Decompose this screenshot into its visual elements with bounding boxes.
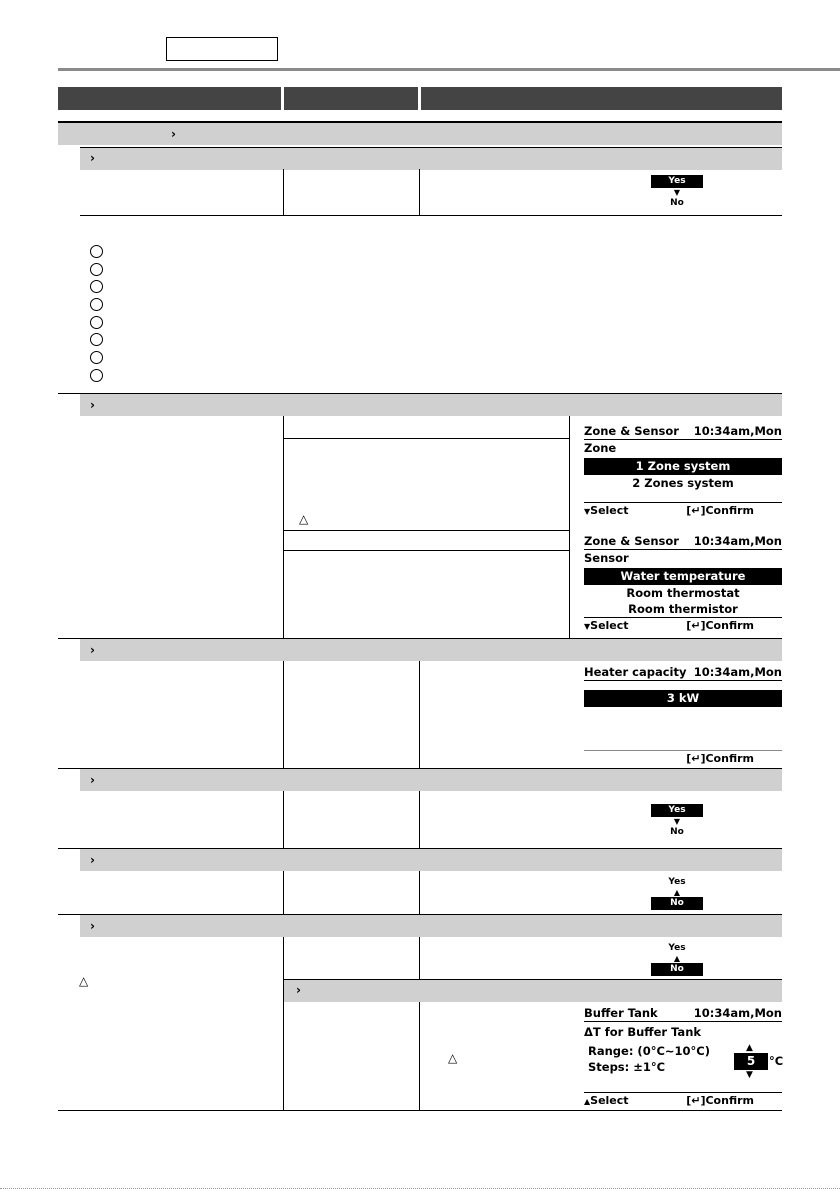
arrow-up-icon[interactable]: ▲ <box>746 1043 753 1053</box>
no-option[interactable]: No <box>670 827 684 837</box>
confirm-hint: [↵]Confirm <box>686 752 754 765</box>
divider <box>569 416 570 638</box>
divider <box>283 416 284 638</box>
lcd-selected-option[interactable]: 1 Zone system <box>584 458 782 475</box>
select-hint: ▼Select <box>584 504 629 517</box>
lcd-clock: 10:34am,Mon <box>693 665 782 679</box>
range-text: Range: (0°C~10°C) <box>588 1044 710 1058</box>
page-edge <box>0 1188 840 1189</box>
warning-triangle-icon: △ <box>79 974 89 988</box>
lcd-clock: 10:34am,Mon <box>693 424 782 438</box>
sensor-lcd-screen <box>584 533 782 633</box>
chevron-right-icon: › <box>90 643 95 657</box>
section-bar-2 <box>80 394 782 416</box>
lcd-clock: 10:34am,Mon <box>693 1006 782 1020</box>
up-down-arrow-icon: ▲ <box>584 1097 591 1106</box>
lcd-option[interactable]: 2 Zones system <box>632 476 734 490</box>
divider <box>283 791 284 848</box>
divider <box>419 871 420 914</box>
chevron-right-icon: › <box>90 151 95 165</box>
arrow-down-icon: ▼ <box>584 622 591 631</box>
header-box <box>166 37 278 61</box>
circle-marker <box>90 245 103 258</box>
lcd-label: ΔT for Buffer Tank <box>584 1025 702 1039</box>
arrow-down-icon: ▼ <box>673 817 681 826</box>
section-bar-1 <box>80 147 782 170</box>
lcd-option[interactable]: Room thermistor <box>628 602 738 616</box>
yes-option[interactable]: Yes <box>651 804 703 817</box>
divider <box>283 169 284 215</box>
yes-option[interactable]: Yes <box>668 877 686 887</box>
enter-icon: [↵] <box>686 619 706 632</box>
section-bar-main <box>58 123 782 145</box>
circle-marker <box>90 280 103 293</box>
chevron-right-icon: › <box>90 398 95 412</box>
column-header-3 <box>421 87 782 110</box>
lcd-option[interactable]: Room thermostat <box>626 586 740 600</box>
chevron-right-icon: › <box>90 853 95 867</box>
divider <box>419 1002 420 1110</box>
lcd-title: Buffer Tank <box>584 1006 658 1020</box>
heater-lcd-screen <box>584 664 782 766</box>
arrow-down-icon[interactable]: ▼ <box>746 1070 753 1080</box>
lcd-clock: 10:34am,Mon <box>693 534 782 548</box>
chevron-right-icon: › <box>90 919 95 933</box>
column-header-1 <box>58 87 281 110</box>
no-option[interactable]: No <box>670 198 684 208</box>
divider <box>419 791 420 848</box>
chevron-right-icon: › <box>296 983 301 997</box>
value-display[interactable]: 5 <box>734 1053 768 1070</box>
circle-marker <box>90 263 103 276</box>
confirm-hint: [↵]Confirm <box>686 619 754 632</box>
arrow-up-icon: ▲ <box>673 888 681 897</box>
yes-option[interactable]: Yes <box>651 175 703 188</box>
chevron-right-icon: › <box>171 127 176 141</box>
column-header-2 <box>284 87 418 110</box>
circle-marker <box>90 316 103 329</box>
yes-no-selector[interactable] <box>651 942 703 976</box>
lcd-title: Zone & Sensor <box>584 424 679 438</box>
confirm-hint: [↵]Confirm <box>686 1094 754 1107</box>
section-bar-7 <box>284 979 782 1002</box>
steps-text: Steps: ±1°C <box>588 1060 666 1074</box>
divider <box>283 661 284 768</box>
enter-icon: [↵] <box>686 1094 706 1107</box>
lcd-title: Heater capacity <box>584 665 687 679</box>
enter-icon: [↵] <box>686 504 706 517</box>
zone-lcd-screen <box>584 423 782 518</box>
section-bar-6 <box>80 915 782 937</box>
arrow-down-icon: ▼ <box>673 188 681 197</box>
chevron-right-icon: › <box>90 773 95 787</box>
section-bar-4 <box>80 769 782 791</box>
yes-option[interactable]: Yes <box>668 943 686 953</box>
unit-label: °C <box>769 1054 784 1068</box>
divider <box>419 937 420 979</box>
yes-no-selector[interactable] <box>651 175 703 209</box>
no-option[interactable]: No <box>651 963 703 976</box>
lcd-selected-value[interactable]: 3 kW <box>584 690 782 707</box>
select-hint: ▼Select <box>584 619 629 632</box>
divider <box>419 661 420 768</box>
section-bar-3 <box>80 639 782 661</box>
section-bar-5 <box>80 849 782 871</box>
circle-marker <box>90 333 103 346</box>
row-rule <box>284 438 569 439</box>
row-rule <box>284 550 569 551</box>
arrow-down-icon: ▼ <box>584 507 591 516</box>
lcd-label: Sensor <box>584 551 629 565</box>
warning-triangle-icon: △ <box>299 512 309 526</box>
enter-icon: [↵] <box>686 752 706 765</box>
confirm-hint: [↵]Confirm <box>686 504 754 517</box>
circle-marker <box>90 369 103 382</box>
yes-no-selector[interactable] <box>651 876 703 910</box>
divider <box>419 169 420 215</box>
divider <box>283 937 284 1110</box>
row-rule <box>80 215 782 216</box>
select-hint: ▲Select <box>584 1094 629 1107</box>
circle-marker <box>90 298 103 311</box>
header-rule <box>58 68 840 71</box>
lcd-selected-option[interactable]: Water temperature <box>584 568 782 585</box>
yes-no-selector[interactable] <box>651 804 703 838</box>
divider <box>283 871 284 914</box>
row-rule <box>284 530 569 531</box>
lcd-label: Zone <box>584 441 617 455</box>
bottom-rule <box>58 1110 782 1111</box>
buffer-lcd-screen <box>584 1005 782 1108</box>
lcd-title: Zone & Sensor <box>584 534 679 548</box>
warning-triangle-icon: △ <box>448 1051 458 1065</box>
circle-marker <box>90 351 103 364</box>
no-option[interactable]: No <box>651 897 703 910</box>
arrow-up-icon: ▲ <box>673 954 681 963</box>
